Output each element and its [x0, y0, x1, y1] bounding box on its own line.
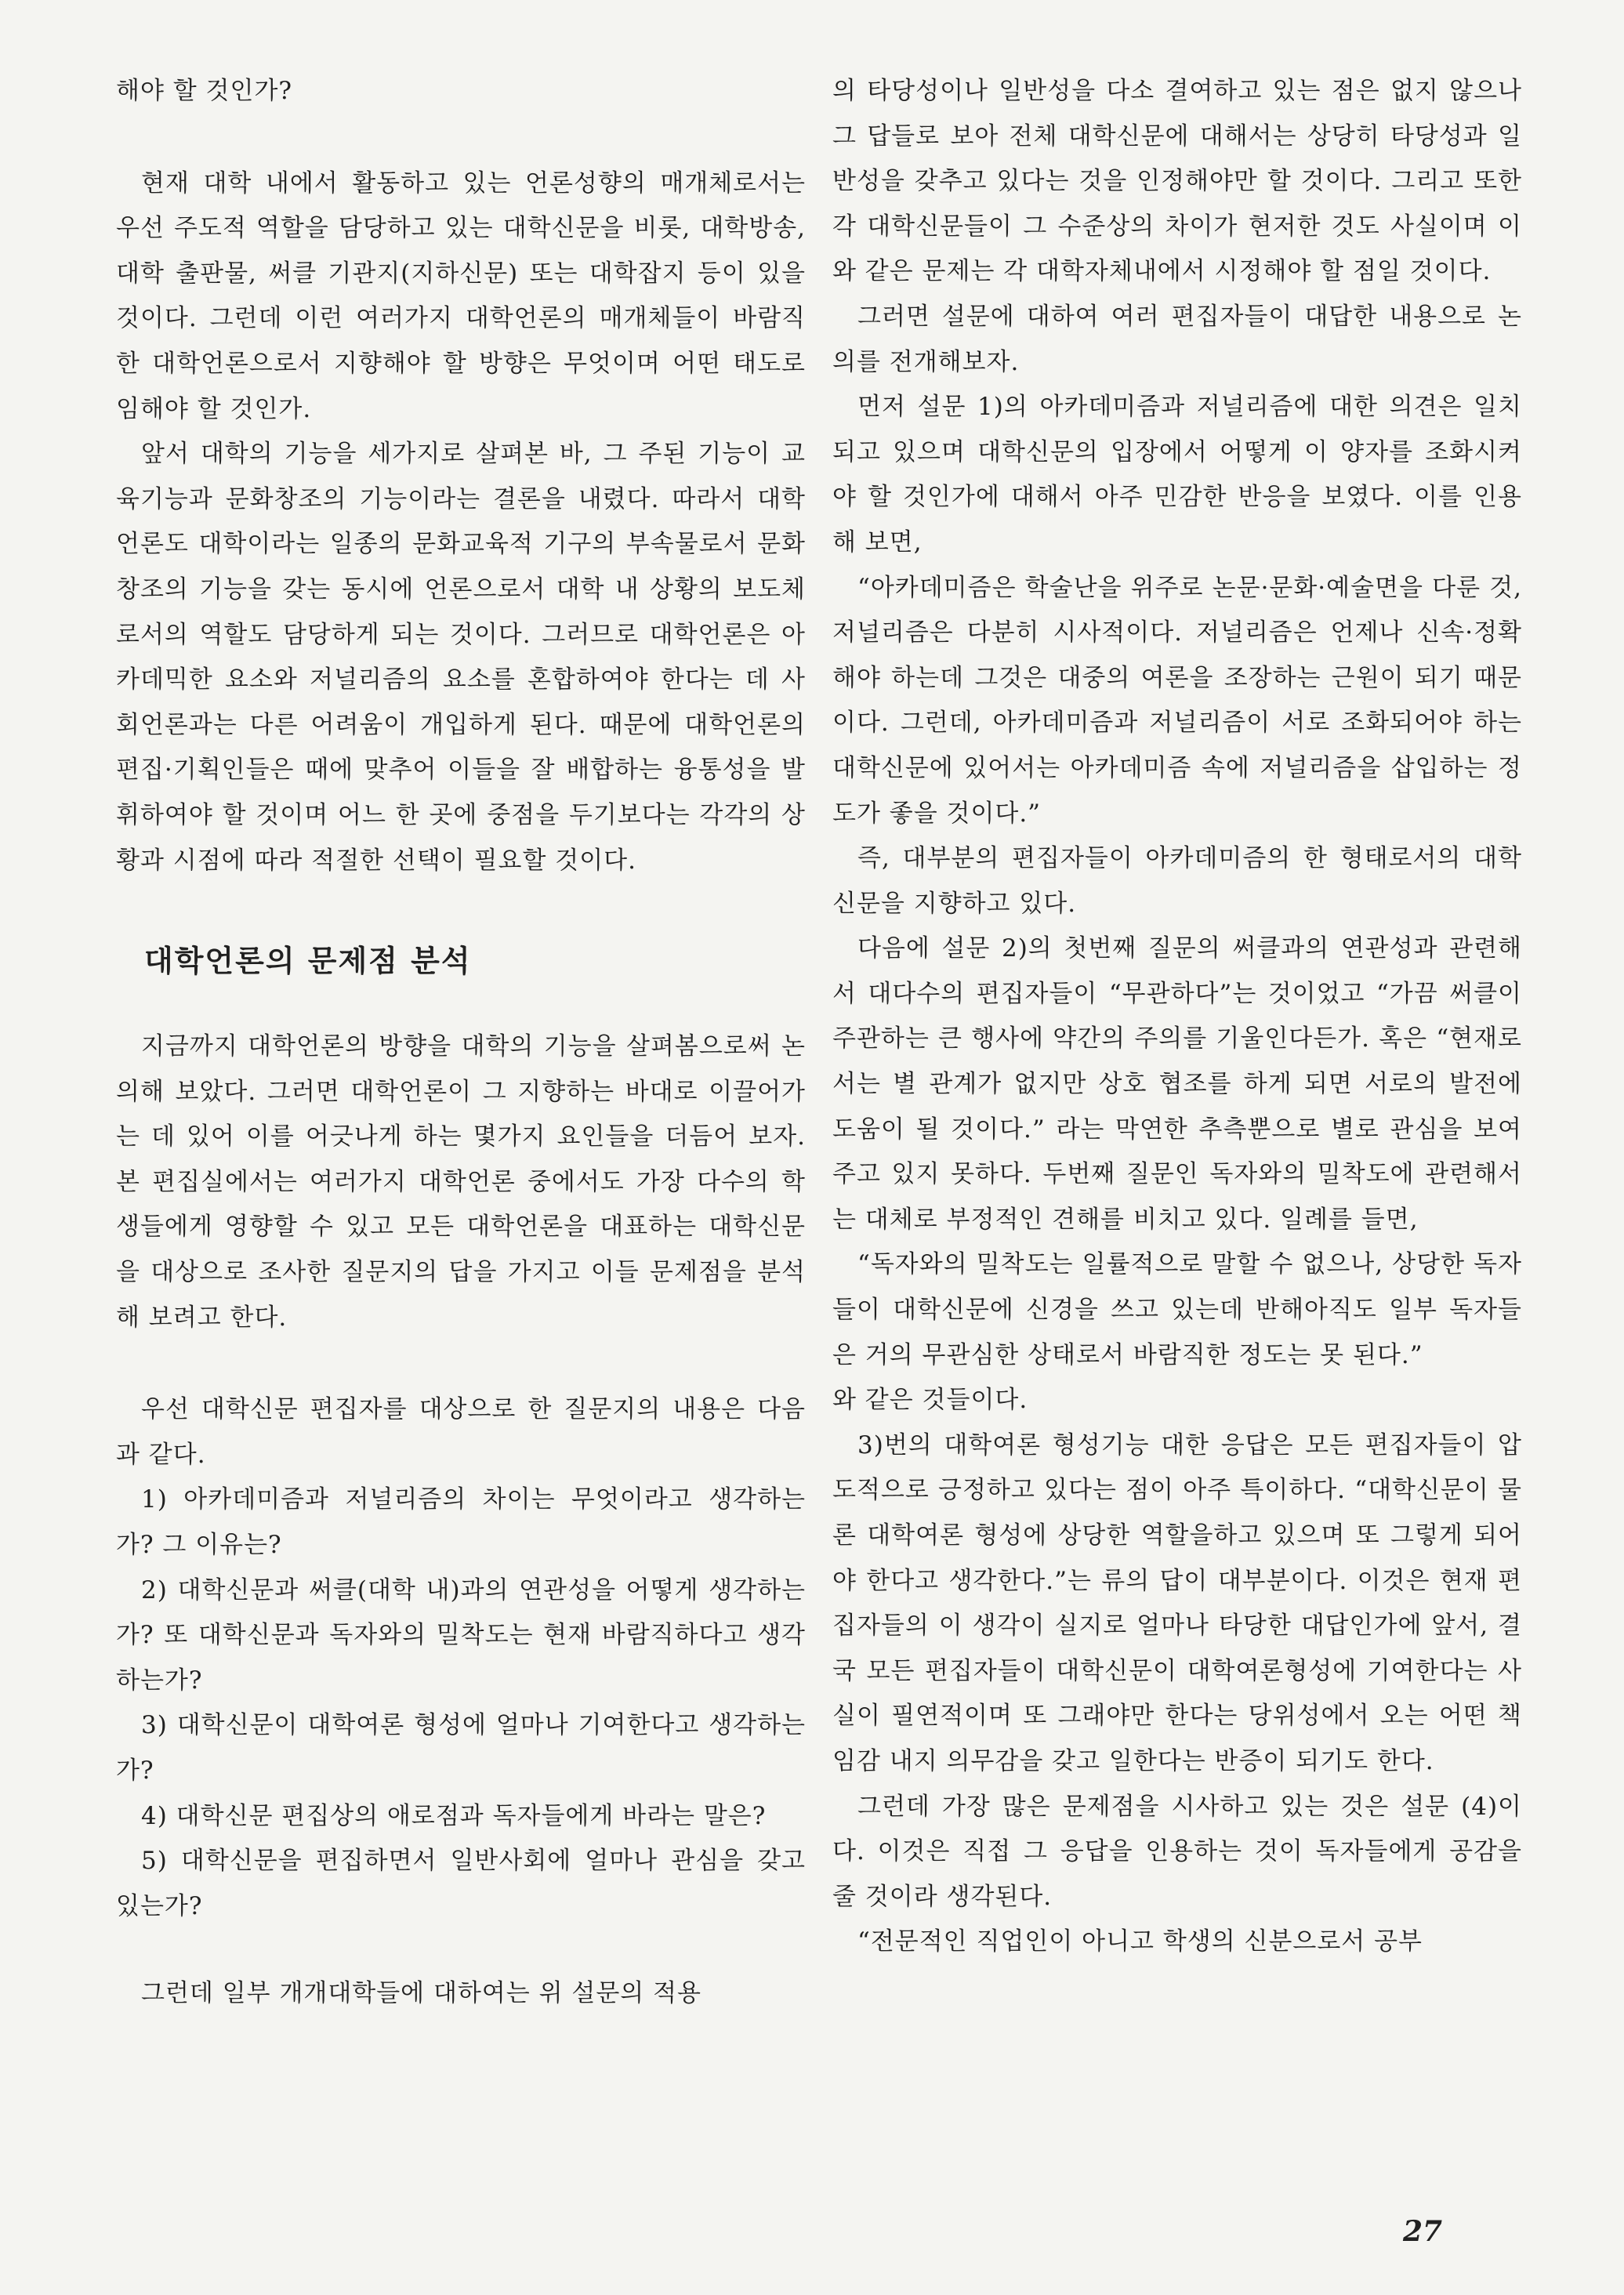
quote: “독자와의 밀착도는 일률적으로 말할 수 없으나, 상당한 독자들이 대학신문에 신경을 쓰고 있는데 반해아직도 일부 독자들은 거의 무관심한 상태로서 바람직한 정도는 못 된다.” [832, 1250, 1522, 1369]
page-number: 27 [1403, 2215, 1443, 2248]
section-heading: 대학언론의 문제점 분석 [144, 944, 472, 979]
quote: “전문적인 직업인이 아니고 학생의 신분으로서 공부 [857, 1927, 1423, 1956]
question-item: 3) 대학신문이 대학여론 형성에 얼마나 기여한다고 생각하는가? [116, 1711, 806, 1785]
paragraph: 3)번의 대학여론 형성기능 대한 응답은 모든 편집자들이 압도적으로 긍정하고 있다는 점이 아주 특이하다. “대학신문이 물론 대학여론 형성에 상당한 역할을하고 있으며 또 그렇게 되어야 한다고 생각한다.”는 류의 답이 대부분이다. 이것은 현재 편집자들의 이 생각이 실지로 얼마나 타당한 대답인가에 앞서, 결국 모든 편집자들이 대학신문이 대학여론형성에 기여한다는 사실이 필연적이며 또 그래야만 한다는 당위성에서 오는 어떤 책임감 내지 의무감을 갖고 일한다는 반증이 되기도 한다. [832, 1430, 1522, 1775]
paragraph: 다음에 설문 2)의 첫번째 질문의 써클과의 연관성과 관련해서 대다수의 편집자들이 “무관하다”는 것이었고 “가끔 써클이 주관하는 큰 행사에 약간의 주의를 기울인다든가. 혹은 “현재로서는 별 관계가 없지만 상호 협조를 하게 되면 서로의 발전에 도움이 될 것이다.” 라는 막연한 추측뿐으로 별로 관심을 보여주고 있지 못하다. 두번째 질문인 독자와의 밀착도에 관련해서는 대체로 부정적인 견해를 비치고 있다. 일례를 들면, [832, 934, 1522, 1234]
paragraph: 해야 할 것인가? [116, 77, 293, 105]
paragraph: 즉, 대부분의 편집자들이 아카데미즘의 한 형태로서의 대학신문을 지향하고 있다. [832, 844, 1522, 918]
paragraph: 그러면 설문에 대하여 여러 편집자들이 대답한 내용으로 논의를 전개해보자. [832, 302, 1522, 376]
paragraph: 그런데 가장 많은 문제점을 시사하고 있는 것은 설문 (4)이다. 이것은 직접 그 응답을 인용하는 것이 독자들에게 공감을 줄 것이라 생각된다. [832, 1792, 1522, 1911]
question-item: 2) 대학신문과 써클(대학 내)과의 연관성을 어떻게 생각하는가? 또 대학신문과 독자와의 밀착도는 현재 바람직하다고 생각하는가? [116, 1575, 806, 1695]
paragraph: 먼저 설문 1)의 아카데미즘과 저널리즘에 대한 의견은 일치되고 있으며 대학신문의 입장에서 어떻게 이 양자를 조화시켜야 할 것인가에 대해서 아주 민감한 반응을 보였다. 이를 인용해 보면, [832, 393, 1522, 557]
question-item: 5) 대학신문을 편집하면서 일반사회에 얼마나 관심을 갖고 있는가? [116, 1847, 806, 1920]
paragraph: 지금까지 대학언론의 방향을 대학의 기능을 살펴봄으로써 논의해 보았다. 그러면 대학언론이 그 지향하는 바대로 이끌어가는 데 있어 이를 어긋나게 하는 몇가지 요인들을 더듬어 보자. 본 편집실에서는 여러가지 대학언론 중에서도 가장 다수의 학생들에게 영향할 수 있고 모든 대학언론을 대표하는 대학신문을 대상으로 조사한 질문지의 답을 가지고 이들 문제점을 분석해 보려고 한다. [116, 1032, 806, 1332]
paragraph: 와 같은 것들이다. [832, 1386, 1028, 1415]
paragraph: 현재 대학 내에서 활동하고 있는 언론성향의 매개체로서는 우선 주도적 역할을 담당하고 있는 대학신문을 비롯, 대학방송, 대학 출판물, 써클 기관지(지하신문) 또는 대학잡지 등이 있을 것이다. 그런데 이런 여러가지 대학언론의 매개체들이 바람직한 대학언론으로서 지향해야 할 방향은 무엇이며 어떤 태도로 임해야 할 것인가. [116, 169, 806, 423]
quote: “아카데미즘은 학술난을 위주로 논문·문화·예술면을 다룬 것, 저널리즘은 다분히 시사적이다. 저널리즘은 언제나 신속·정확해야 하는데 그것은 대중의 여론을 조장하는 근원이 되기 때문이다. 그런데, 아카데미즘과 저널리즘이 서로 조화되어야 하는 대학신문에 있어서는 아카데미즘 속에 저널리즘을 삽입하는 정도가 좋을 것이다.” [832, 573, 1522, 828]
paragraph: 우선 대학신문 편집자를 대상으로 한 질문지의 내용은 다음과 같다. [116, 1395, 806, 1469]
paragraph: 의 타당성이나 일반성을 다소 결여하고 있는 점은 없지 않으나 그 답들로 보아 전체 대학신문에 대해서는 상당히 타당성과 일반성을 갖추고 있다는 것을 인정해야만 할 것이다. 그리고 또한 각 대학신문들이 그 수준상의 차이가 현저한 것도 사실이며 이와 같은 문제는 각 대학자체내에서 시정해야 할 점일 것이다. [832, 77, 1522, 286]
paragraph: 그런데 일부 개개대학들에 대하여는 위 설문의 적용 [141, 1979, 701, 2008]
left-column [116, 69, 806, 2017]
right-column [832, 69, 1522, 1965]
question-item: 4) 대학신문 편집상의 애로점과 독자들에게 바라는 말은? [141, 1801, 767, 1830]
question-item: 1) 아카데미즘과 저널리즘의 차이는 무엇이라고 생각하는가? 그 이유는? [116, 1485, 806, 1560]
paragraph: 앞서 대학의 기능을 세가지로 살펴본 바, 그 주된 기능이 교육기능과 문화창조의 기능이라는 결론을 내렸다. 따라서 대학언론도 대학이라는 일종의 문화교육적 기구의 부속물로서 문화창조의 기능을 갖는 동시에 언론으로서 대학 내 상황의 보도체로서의 역할도 담당하게 되는 것이다. 그러므로 대학언론은 아카데믹한 요소와 저널리즘의 요소를 혼합하여야 한다는 데 사회언론과는 다른 어려움이 개입하게 된다. 때문에 대학언론의 편집·기획인들은 때에 맞추어 이들을 잘 배합하는 융통성을 발휘하여야 할 것이며 어느 한 곳에 중점을 두기보다는 각각의 상황과 시점에 따라 적절한 선택이 필요할 것이다. [116, 440, 806, 875]
